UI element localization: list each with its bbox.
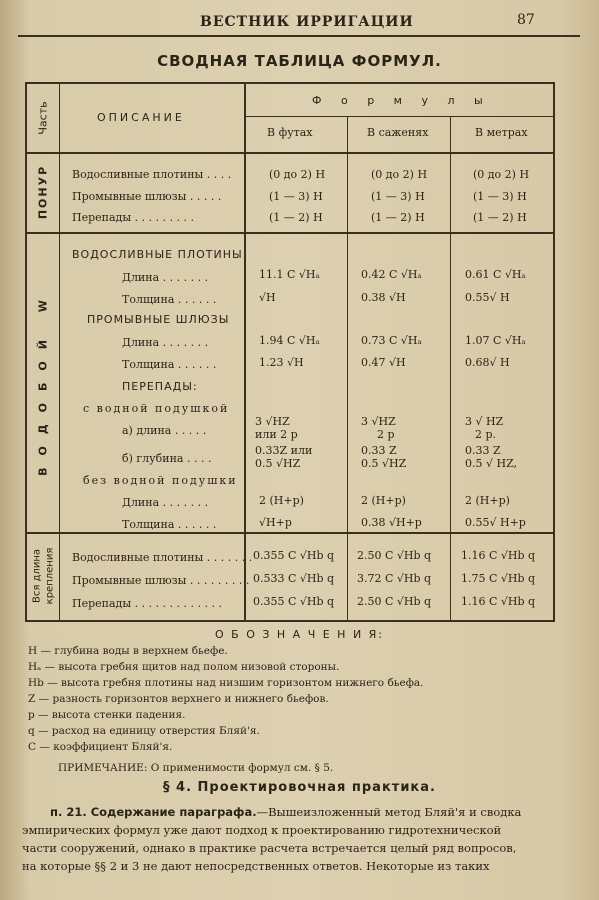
row-desc: Длина . . . . . . .: [122, 336, 209, 349]
row-desc: Длина . . . . . . .: [122, 271, 209, 284]
part-header: Часть: [36, 101, 50, 135]
paragraph-line: части сооружений, однако в практике расчета встречается целый ряд вопросов,: [22, 841, 517, 855]
feet-header: В футах: [267, 126, 313, 139]
table-title: СВОДНАЯ ТАБЛИЦА ФОРМУЛ.: [157, 52, 442, 70]
col-divider: [347, 116, 348, 620]
cell-sz: 0.47 √H: [361, 356, 406, 369]
cell-m: 1.07 C √Hₐ: [465, 334, 526, 347]
ponur-row-sz: (1 — 3) Н: [371, 190, 425, 203]
cell-ft: 1.94 C √Hₐ: [259, 334, 320, 347]
cell-sz: 0.38 √H: [361, 291, 406, 304]
kreplenie-row-sz: 3.72 C √Hb q: [357, 572, 432, 585]
cell-m: 0.55√ H: [465, 291, 510, 304]
col-divider: [244, 84, 246, 620]
legend-item: Н — глубина воды в верхнем бьефе.: [28, 645, 228, 657]
cell-m: 3 √ HZ: [465, 415, 504, 428]
paragraph-lead: п. 21. Содержание параграфа.: [50, 805, 257, 819]
row-desc: б) глубина . . . .: [122, 452, 212, 465]
cell-ft: 1.23 √H: [259, 356, 304, 369]
row-desc: а) длина . . . . .: [122, 424, 207, 437]
ponur-row-sz: (0 до 2) Н: [371, 168, 428, 181]
cell-sz: 0.42 C √Hₐ: [361, 268, 422, 281]
ponur-row-desc: Водосливные плотины . . . .: [72, 168, 232, 181]
kreplenie-label: крепления: [44, 547, 56, 605]
col-divider: [450, 116, 451, 620]
cell-m: 0.68√ H: [465, 356, 510, 369]
col-divider: [59, 84, 60, 620]
legend-item: q — расход на единицу отверстия Бляй'я.: [28, 725, 260, 737]
kreplenie-row-ft: 0.355 C √Hb q: [253, 549, 335, 562]
cell-ft: 2 (Н+р): [259, 494, 304, 507]
ponur-row-m: (0 до 2) Н: [473, 168, 530, 181]
row-desc: Толщина . . . . . .: [122, 518, 217, 531]
header-rule: [18, 35, 580, 37]
kreplenie-row-sz: 2.50 C √Hb q: [357, 595, 432, 608]
vodoboy-label: ВОДОБОЙ W: [36, 288, 50, 476]
legend-title: О Б О З Н А Ч Е Н И Я:: [215, 628, 385, 641]
ponur-row-ft: (0 до 2) Н: [269, 168, 326, 181]
ponur-row-m: (1 — 3) Н: [473, 190, 527, 203]
legend-item: Нₐ — высота гребня щитов над полом низовой стороны.: [28, 661, 340, 673]
subheading: с водной подушкой: [83, 402, 230, 415]
subheading: ПЕРЕПАДЫ:: [122, 380, 198, 393]
paragraph-line: эмпирических формул уже дают подход к проектированию гидротехнической: [22, 823, 502, 837]
cell-sz: 0.33 Z: [361, 444, 397, 457]
subheading: ВОДОСЛИВНЫЕ ПЛОТИНЫ: [72, 248, 243, 261]
subheading: ПРОМЫВНЫЕ ШЛЮЗЫ: [87, 313, 230, 326]
cell-ft: √H: [259, 291, 276, 304]
formula-table: [25, 82, 555, 622]
formulas-header: Ф о р м у л ы: [312, 94, 491, 107]
cell-m: 0.33 Z: [465, 444, 501, 457]
row-divider: [244, 116, 553, 117]
cell-sz: 3 √HZ: [361, 415, 396, 428]
page-number: 87: [517, 12, 535, 28]
ponur-row-ft: (1 — 3) Н: [269, 190, 323, 203]
legend-item: р — высота стенки падения.: [28, 709, 186, 721]
row-divider: [27, 232, 553, 234]
cell-ft: 11.1 C √Hₐ: [259, 268, 320, 281]
kreplenie-row-m: 1.16 C √Hb q: [461, 549, 536, 562]
ponur-label: ПОНУР: [36, 164, 50, 220]
kreplenie-row-ft: 0.533 C √Hb q: [253, 572, 335, 585]
kreplenie-row-desc: Водосливные плотины . . . . . . .: [72, 551, 253, 564]
kreplenie-row-m: 1.75 C √Hb q: [461, 572, 536, 585]
cell-m: 0.61 C √Hₐ: [465, 268, 526, 281]
ponur-row-m: (1 — 2) Н: [473, 211, 527, 224]
ponur-row-sz: (1 — 2) Н: [371, 211, 425, 224]
cell-sz: 0.38 √H+р: [361, 516, 422, 529]
cell-sz: 0.73 C √Hₐ: [361, 334, 422, 347]
row-desc: Толщина . . . . . .: [122, 293, 217, 306]
legend-item: С — коэффициент Бляй'я.: [28, 741, 173, 753]
cell-ft: 0.33Z или: [255, 444, 313, 457]
journal-title: ВЕСТНИК ИРРИГАЦИИ: [200, 14, 414, 30]
row-desc: Длина . . . . . . .: [122, 496, 209, 509]
section-heading: § 4. Проектировочная практика.: [163, 780, 436, 795]
note: ПРИМЕЧАНИЕ: О применимости формул см. § 5.: [58, 762, 334, 774]
cell-m: 2 р.: [475, 428, 497, 441]
cell-sz: 2 р: [377, 428, 395, 441]
row-desc: Толщина . . . . . .: [122, 358, 217, 371]
kreplenie-row-ft: 0.355 C √Hb q: [253, 595, 335, 608]
paragraph-line: [22, 805, 562, 819]
paragraph-line: на которые §§ 2 и 3 не дают непосредственных ответов. Некоторые из таких: [22, 859, 490, 873]
cell-sz: 2 (Н+р): [361, 494, 406, 507]
row-divider: [27, 532, 553, 534]
kreplenie-row-desc: Промывные шлюзы . . . . . . . . .: [72, 574, 250, 587]
cell-ft: или 2 р: [255, 428, 298, 441]
kreplenie-row-m: 1.16 C √Hb q: [461, 595, 536, 608]
legend-item: Нb — высота гребня плотины над низшим горизонтом нижнего бьефа.: [28, 677, 424, 689]
description-header: ОПИСАНИЕ: [97, 111, 185, 124]
cell-m: 0.55√ H+р: [465, 516, 526, 529]
kreplenie-row-sz: 2.50 C √Hb q: [357, 549, 432, 562]
cell-ft: √H+р: [259, 516, 292, 529]
meters-header: В метрах: [475, 126, 528, 139]
paragraph-text: —Вышеизложенный метод Бляй'я и сводка: [256, 805, 522, 819]
kreplenie-label: Вся длина: [31, 548, 43, 604]
cell-m: 2 (Н+р): [465, 494, 510, 507]
legend-item: Z — разность горизонтов верхнего и нижнего бьефов.: [28, 693, 329, 705]
kreplenie-row-desc: Перепады . . . . . . . . . . . . .: [72, 597, 222, 610]
cell-sz: 0.5 √HZ: [361, 457, 407, 470]
row-divider: [27, 152, 553, 154]
cell-ft: 3 √HZ: [255, 415, 290, 428]
cell-ft: 0.5 √HZ: [255, 457, 301, 470]
cell-m: 0.5 √ HZ,: [465, 457, 518, 470]
ponur-row-desc: Промывные шлюзы . . . . .: [72, 190, 222, 203]
ponur-row-desc: Перепады . . . . . . . . .: [72, 211, 195, 224]
sazhen-header: В саженях: [367, 126, 429, 139]
subheading: без водной подушки: [83, 474, 238, 487]
ponur-row-ft: (1 — 2) Н: [269, 211, 323, 224]
